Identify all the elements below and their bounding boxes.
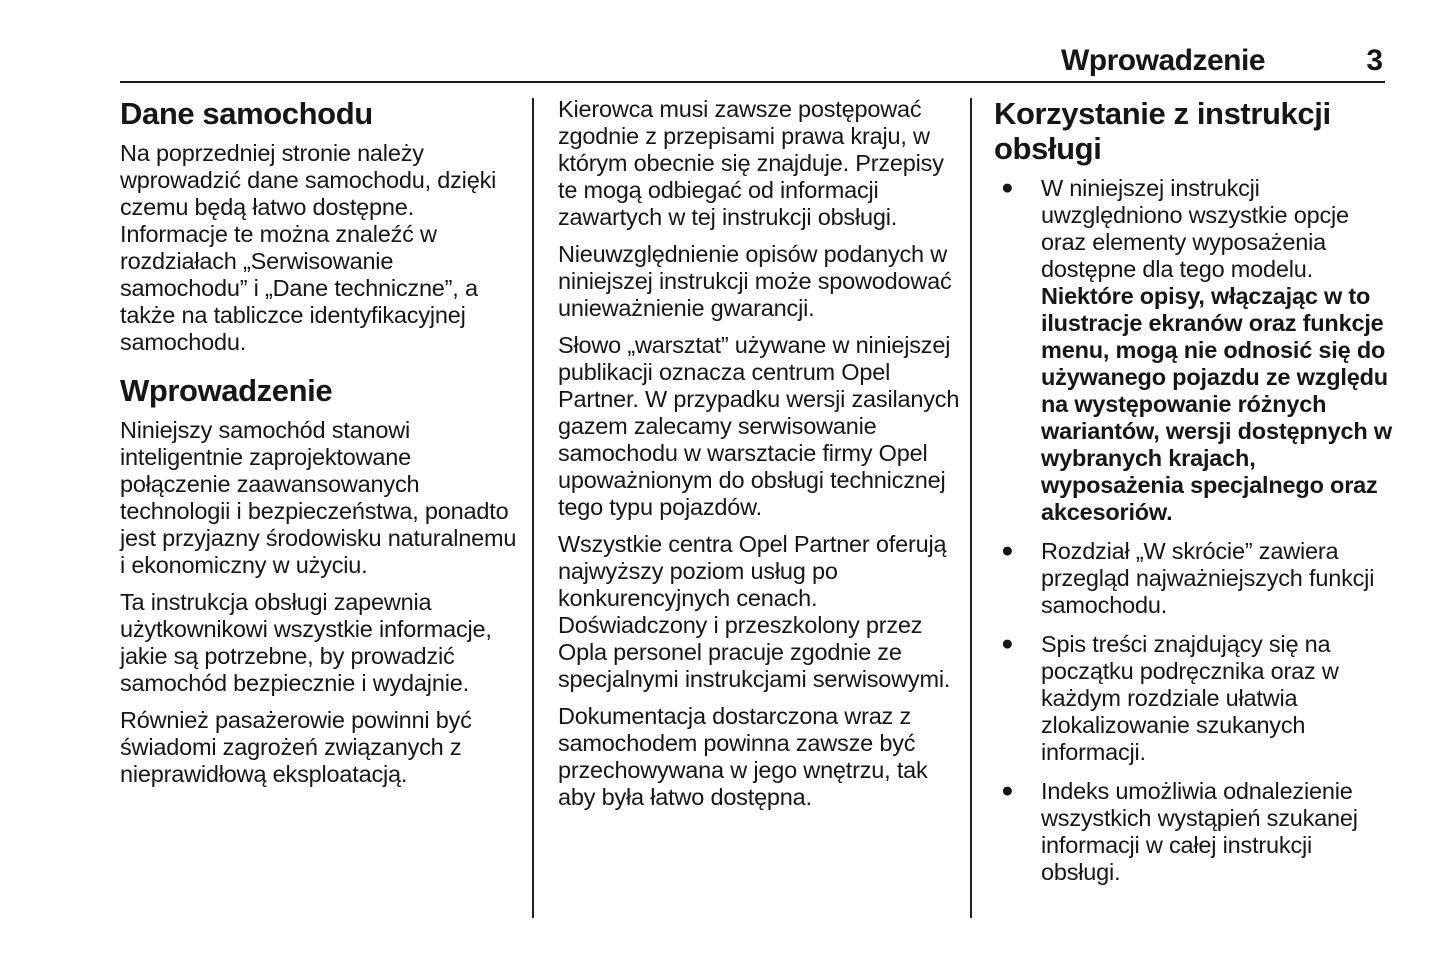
header-section-title: Wprowadzenie xyxy=(1060,44,1265,77)
bullet-text: Indeks umożliwia odnalezienie wszystkich wystąpień szukanej informacji w całej instrukcji obsługi. xyxy=(1041,778,1358,885)
column-2 xyxy=(558,96,960,821)
paragraph-driver-laws: Kierowca musi zawsze postępować zgodnie z przepisami prawa kraju, w którym obecnie się znajduje. Przepisy te mogą odbiegać od informacji zawartych w tej instrukcji obsługi. xyxy=(558,96,944,230)
column-1 xyxy=(120,96,522,798)
paragraph-warranty: Nieuwzględnienie opisów podanych w niniejszej instrukcji może spowodować unieważnienie gwarancji. xyxy=(558,241,952,321)
paragraph-intro-3: Również pasażerowie powinni być świadomi zagrożeń związanych z nieprawidłową eksploatacją. xyxy=(120,707,472,787)
column-divider-left xyxy=(532,98,534,918)
bullet-icon: ● xyxy=(1001,779,1014,802)
header-page-number: 3 xyxy=(1366,44,1383,77)
paragraph-documentation: Dokumentacja dostarczona wraz z samochodem powinna zawsze być przechowywana w jego wnętrzu, tak aby była łatwo dostępna. xyxy=(558,703,928,810)
paragraph-intro-1: Niniejszy samochód stanowi inteligentnie zaprojektowane połączenie zaawansowanych technologii i bezpieczeństwa, ponadto jest przyjazny środowisku naturalnemu i ekonomiczny w użyciu. xyxy=(120,417,517,578)
column-3 xyxy=(994,96,1392,898)
bullet-text: W niniejszej instrukcji uwzględniono wszystkie opcje oraz elementy wyposażenia dostępne dla tego modelu. xyxy=(1041,175,1349,282)
paragraph-workshop: Słowo „warsztat” używane w niniejszej publikacji oznacza centrum Opel Partner. W przypadku wersji zasilanych gazem zalecamy serwisowanie samochodu w warsztacie firmy Opel upoważnionym do obsługi technicznej tego typu pojazdów. xyxy=(558,332,960,520)
heading-wprowadzenie: Wprowadzenie xyxy=(120,373,333,408)
bullet-item-index xyxy=(994,778,1392,886)
bullet-item-contents xyxy=(994,631,1392,766)
paragraph-intro-2: Ta instrukcja obsługi zapewnia użytkownikowi wszystkie informacje, jakie są potrzebne, by prowadzić samochód bezpiecznie i wydajnie. xyxy=(120,589,492,696)
usage-bullet-list xyxy=(994,175,1392,886)
bullet-icon: ● xyxy=(1001,632,1014,655)
bullet-icon: ● xyxy=(1001,539,1014,562)
paragraph-vehicle-data: Na poprzedniej stronie należy wprowadzić dane samochodu, dzięki czemu będą łatwo dostępne. Informacje te można znaleźć w rozdziałach „Serwisowanie samochodu” i „Dane techniczne”, a także na tabliczce identyfikacyjnej samochodu. xyxy=(120,140,497,355)
paragraph-opel-partner: Wszystkie centra Opel Partner oferują najwyższy poziom usług po konkurencyjnych cenach. Doświadczony i przeszkolony przez Opla personel pracuje zgodnie ze specjalnymi instrukcjami serwisowymi. xyxy=(558,531,951,692)
header-rule xyxy=(120,81,1385,83)
bullet-text-bold: Niektóre opisy, włączając w to ilustracje ekranów oraz funkcje menu, mogą nie odnosić się do używanego pojazdu ze względu na występowanie różnych wariantów, wersji dostępnych w wybranych krajach, wyposażenia specjalnego oraz akcesoriów. xyxy=(1041,283,1392,525)
heading-korzystanie: Korzystanie z instrukcji obsługi xyxy=(994,96,1331,166)
bullet-icon: ● xyxy=(1001,176,1014,199)
bullet-text: Spis treści znajdujący się na początku podręcznika oraz w każdym rozdziale ułatwia zlokalizowanie szukanych informacji. xyxy=(1041,631,1339,765)
heading-dane-samochodu: Dane samochodu xyxy=(120,96,373,131)
bullet-text: Rozdział „W skrócie” zawiera przegląd najważniejszych funkcji samochodu. xyxy=(1041,538,1375,618)
column-divider-right xyxy=(970,98,972,918)
bullet-item-options xyxy=(994,175,1392,526)
bullet-item-in-brief xyxy=(994,538,1392,619)
